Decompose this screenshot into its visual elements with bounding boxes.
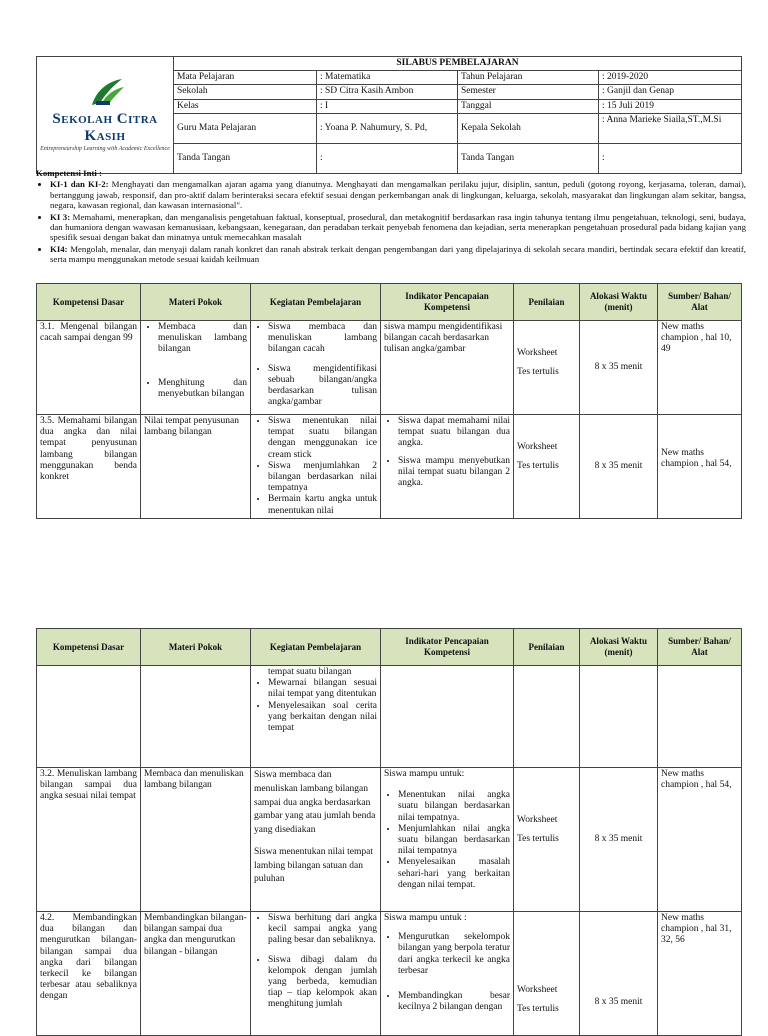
col-kompetensi-dasar: Kompetensi Dasar bbox=[37, 284, 141, 321]
col-alokasi: Alokasi Waktu (menit) bbox=[580, 629, 658, 666]
table-row: 3.5. Memahami bilangan dua angka dan nilai tempat penyusunan lambang bilangan menggunakan benda konkret Nilai tempat penyusunan lambang bilangan • Siswa menentukan nilai tempat suatu bilangan dengan menggunakan ice cream stick • Siswa menjumlahkan 2 bilangan berdasarkan nilai tempatnya • Bermain kartu angka untuk menentukan nilai • Siswa dapat memahami nilai tempat suatu bilangan dua angka. • Siswa mampu menyebutkan nilai tempat suatu bilangan 2 angka. Worksheet Tes tertulis 8 x 35 menit New maths champion , hal 54, bbox=[37, 415, 742, 519]
value-tahun-pelajaran: : 2019-2020 bbox=[599, 71, 742, 85]
ki-item: • KI 3: Memahami, menerapkan, dan menganalisis pengetahuan faktual, konseptual, prosedural, dan metakognitif berdasarkan rasa ingin tahunya tentang ilmu pengetahuan, teknologi, seni, budaya, dan humaniora dengan wawasan kemanusiaan, kebangsaan, kenegaraan, dan peradaban terkait penyebab fenomena dan kejadian, serta menerapkan pengetahuan prosedural pada bidang kajian yang spesifik sesuai dengan bakat dan minatnya untuk memecahkan masalah bbox=[50, 212, 746, 243]
value-kepala-sekolah: : Anna Marieke Siaila,ST.,M.Si bbox=[599, 113, 742, 143]
syllabus-table-2 bbox=[36, 628, 742, 1036]
label-sekolah: Sekolah bbox=[174, 85, 317, 99]
school-name: Sekolah Citra Kasih bbox=[52, 110, 158, 145]
ki-item: • KI-1 dan KI-2: Menghayati dan mengamalkan ajaran agama yang dianutnya. Menghayati dan mengamalkan perilaku jujur, disiplin, santun, peduli (gotong royong, kerjasama, toleran, damai), bertanggung jawab, responsif, dan pro-aktif dalam berinteraksi secara efektif sesuai dengan perkembangan anak di lingkungan, keluarga, sekolah, masyarakat dan lingkungan alam sekitar, bangsa, negara, kawasan regional, dan kawasan internasional". bbox=[50, 179, 746, 210]
col-kegiatan: Kegiatan Pembelajaran bbox=[251, 629, 381, 666]
value-guru: : Yoana P. Nahumury, S. Pd, bbox=[317, 113, 458, 143]
col-indikator: Indikator Pencapaian Kompetensi bbox=[381, 629, 514, 666]
col-sumber: Sumber/ Bahan/ Alat bbox=[658, 629, 742, 666]
label-kepala-sekolah: Kepala Sekolah bbox=[458, 113, 599, 143]
col-materi-pokok: Materi Pokok bbox=[141, 629, 251, 666]
col-kompetensi-dasar: Kompetensi Dasar bbox=[37, 629, 141, 666]
leaf-logo-icon bbox=[82, 77, 128, 107]
label-tanda-tangan-kepala: Tanda Tangan bbox=[458, 143, 599, 173]
page-title: SILABUS PEMBELAJARAN bbox=[174, 57, 742, 71]
value-sekolah: : SD Citra Kasih Ambon bbox=[317, 85, 458, 99]
label-tahun-pelajaran: Tahun Pelajaran bbox=[458, 71, 599, 85]
table-row: 3.2. Menuliskan lambang bilangan sampai dua angka sesuai nilai tempat Membaca dan menuliskan lambang bilangan Siswa membaca dan menuliskan lambang bilangan sampai dua angka berdasarkan gambar yang atau jumlah benda yang disediakan Siswa menentukan nilai tempat lambing bilangan satuan dan puluhan Siswa mampu untuk: • Menentukan nilai angka suatu bilangan berdasarkan nilai tempatnya. • Menjumlahkan nilai angka suatu bilangan berdasarkan nilai tempatnya • Menyelesaikan masalah sehari-hari yang berkaitan dengan nilai tempat. Worksheet Tes tertulis 8 x 35 menit New maths champion , hal 54, bbox=[37, 768, 742, 912]
value-tanda-tangan-kepala: : bbox=[599, 143, 742, 173]
kompetensi-inti-section bbox=[36, 168, 746, 265]
table-header-row bbox=[37, 284, 742, 321]
kompetensi-inti-list bbox=[36, 179, 746, 264]
value-tanda-tangan-guru: : bbox=[317, 143, 458, 173]
col-penilaian: Penilaian bbox=[514, 629, 580, 666]
col-indikator: Indikator Pencapaian Kompetensi bbox=[381, 284, 514, 321]
label-mata-pelajaran: Mata Pelajaran bbox=[174, 71, 317, 85]
value-tanggal: : 15 Juli 2019 bbox=[599, 99, 742, 113]
syllabus-header-table bbox=[36, 56, 742, 174]
col-sumber: Sumber/ Bahan/ Alat bbox=[658, 284, 742, 321]
table-row: tempat suatu bilangan • Mewarnai bilangan sesuai nilai tempat yang ditentukan • Menyelesaikan soal cerita yang berkaitan dengan nilai tempat bbox=[37, 666, 742, 768]
table-row: 3.1. Mengenal bilangan cacah sampai dengan 99 • Membaca dan menuliskan lambang bilangan • Menghitung dan menyebutkan bilangan • Siswa membaca dan menuliskan lambang bilangan cacah • Siswa mengidentifikasi sebuah bilangan/angka berdasarkan tulisan angka/gambar siswa mampu mengidentifikasi bilangan cacah berdasarkan tulisan angka/gambar Worksheet Tes tertulis 8 x 35 menit New maths champion , hal 10, 49 bbox=[37, 321, 742, 415]
school-tagline: Entrepreneurship Learning with Academic Excellence bbox=[40, 146, 170, 153]
school-logo bbox=[37, 57, 174, 174]
label-guru: Guru Mata Pelajaran bbox=[174, 113, 317, 143]
value-mata-pelajaran: : Matematika bbox=[317, 71, 458, 85]
value-kelas: : I bbox=[317, 99, 458, 113]
label-tanggal: Tanggal bbox=[458, 99, 599, 113]
col-penilaian: Penilaian bbox=[514, 284, 580, 321]
label-tanda-tangan-guru: Tanda Tangan bbox=[174, 143, 317, 173]
col-materi-pokok: Materi Pokok bbox=[141, 284, 251, 321]
table-header-row bbox=[37, 629, 742, 666]
kompetensi-inti-heading: Kompetensi Inti : bbox=[36, 168, 102, 178]
ki-item: • KI4: Mengolah, menalar, dan menyaji dalam ranah konkret dan ranah abstrak terkait dengan pengembangan dari yang dipelajarinya di sekolah secara mandiri, bertindak secara efektif dan kreatif, serta mampu menggunakan metode sesuai kaidah keilmuan bbox=[50, 244, 746, 265]
syllabus-table-1 bbox=[36, 283, 742, 519]
col-alokasi: Alokasi Waktu (menit) bbox=[580, 284, 658, 321]
col-kegiatan: Kegiatan Pembelajaran bbox=[251, 284, 381, 321]
label-semester: Semester bbox=[458, 85, 599, 99]
table-row: 4.2. Membandingkan dua bilangan dan mengurutkan bilangan-bilangan sampai dua angka dari bilangan terkecil ke bilangan terbesar atau sebaliknya dengan Membandingkan bilangan-bilangan sampai dua angka dan mengurutkan bilangan - bilangan • Siswa berhitung dari angka kecil sampai angka yang paling besar dan sebaliknya. • Siswa dibagi dalam du kelompok dengan jumlah yang berbeda, kemudian tiap – tiap kelompok akan menghitung jumlah Siswa mampu untuk : • Mengurutkan sekelompok bilangan yang berpola teratur dari angka terkecil ke angka terbesar • Membandingkan besar kecilnya 2 bilangan dengan Worksheet Tes tertulis 8 x 35 menit New maths champion , hal 31, 32, 56 bbox=[37, 912, 742, 1036]
value-semester: : Ganjil dan Genap bbox=[599, 85, 742, 99]
label-kelas: Kelas bbox=[174, 99, 317, 113]
